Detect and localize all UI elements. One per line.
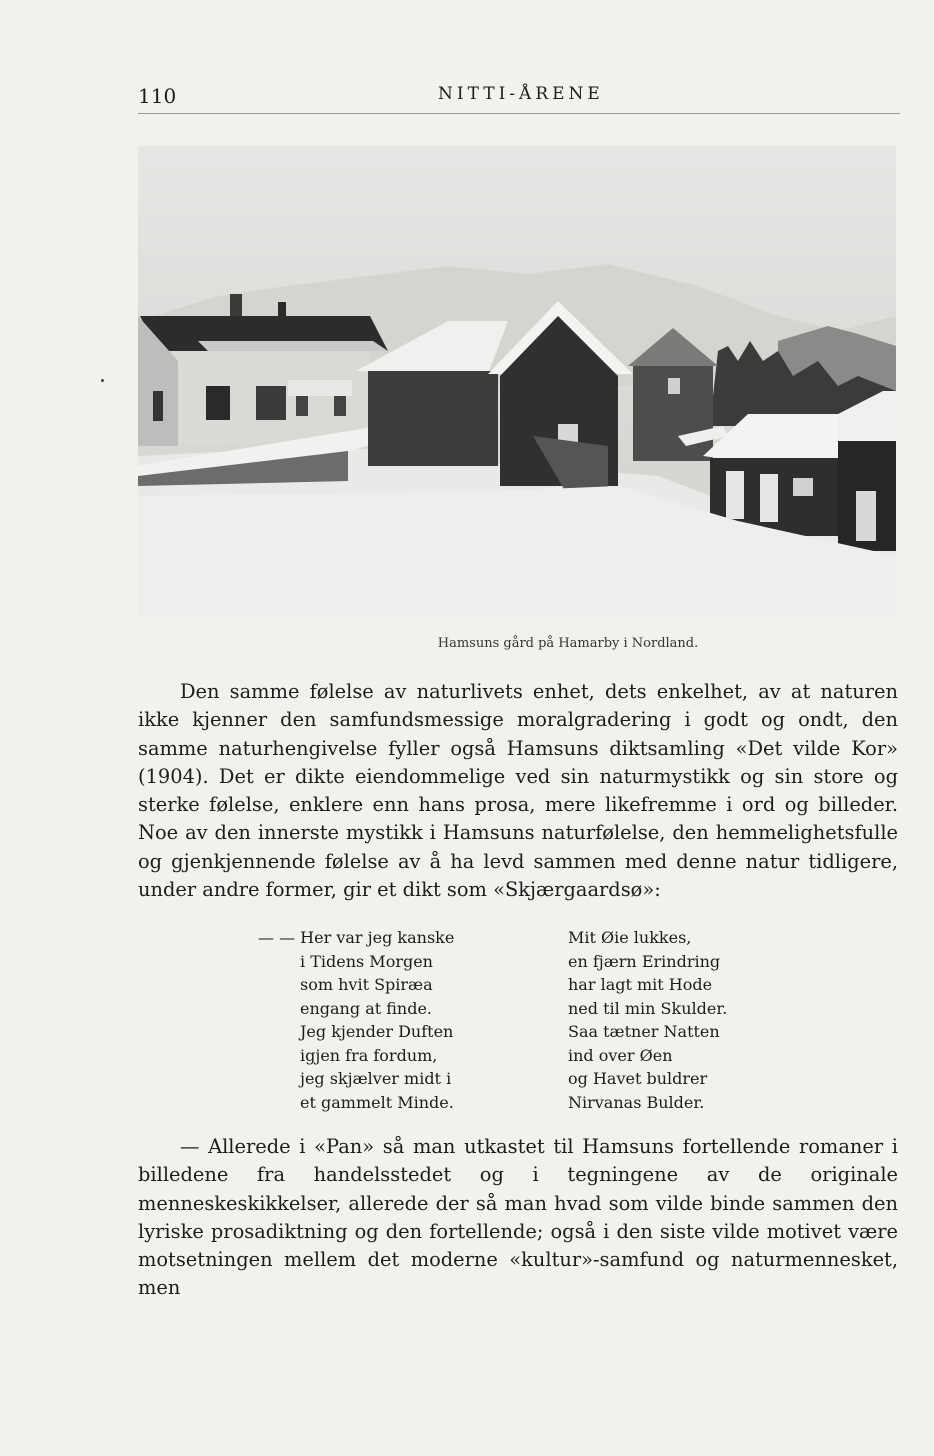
paragraph-2: — Allerede i «Pan» så man utkastet til Hamsuns fortellende romaner i billedene fra handelsstedet og i tegningene av de originale menneskeskikkelser, allerede der så man hvad som vilde binde sammen den lyriske prosadiktning og den fortellende; også i den siste vilde motivet være motsetningen mellem det moderne «kultur»-samfund og naturmennesket, men (138, 1135, 898, 1300)
poem-line: Jeg kjender Duften (300, 1022, 454, 1041)
page-header (138, 84, 900, 112)
figure-caption: Hamsuns gård på Hamarby i Nordland. (437, 636, 699, 651)
poem-line: har lagt mit Hode (568, 975, 713, 994)
farmhouse (138, 294, 388, 446)
poem-line: i Tidens Morgen (300, 951, 433, 971)
poem-line: — — Her var jeg kanske (258, 928, 455, 947)
poem-line: Mit Øie lukkes, (568, 928, 692, 947)
poem-line: et gammelt Minde. (300, 1092, 454, 1112)
middle-building (368, 371, 498, 466)
farm-photo (138, 146, 896, 616)
poem-line: en fjærn Erindring (568, 951, 721, 971)
poem-line: ned til min Skulder. (568, 998, 728, 1018)
poem-right-stanza (568, 926, 727, 1114)
poem-left-stanza (258, 926, 455, 1114)
paragraph-1: Den samme følelse av naturlivets enhet, dets enkelhet, av at naturen ikke kjenner den samfundsmessige moralgradering i godt og ondt, den samme naturhengivelse fyller også Hamsuns diktsamling «Det vilde Kor» (1904). Det er dikte eiendommelige ved sin naturmystikk og sin store og sterke følelse, enklere enn hans prosa, mere likefremme i ord og billeder. Noe av den innerste mystikk i Hamsuns naturfølelse, den hemmelighetsfulle og gjenkjennende følelse av å ha levd sammen med denne natur tidligere, under andre former, gir et dikt som «Skjærgaardsø»: (138, 680, 898, 902)
poem-line: ind over Øen (568, 1045, 673, 1065)
running-title: NITTI-ÅRENE (438, 84, 604, 104)
poem-line: jeg skjælver midt i (300, 1069, 452, 1088)
poem-line: og Havet buldrer (568, 1069, 708, 1088)
poem-line: som hvit Spiræa (300, 975, 433, 994)
poem-line: Saa tætner Natten (568, 1022, 720, 1041)
header-rule (138, 113, 900, 114)
page-number: 110 (138, 84, 177, 108)
poem-line: Nirvanas Bulder. (568, 1092, 705, 1112)
poem-line: engang at finde. (300, 998, 433, 1018)
poem-line: igjen fra fordum, (300, 1045, 438, 1065)
margin-speck (101, 379, 104, 382)
